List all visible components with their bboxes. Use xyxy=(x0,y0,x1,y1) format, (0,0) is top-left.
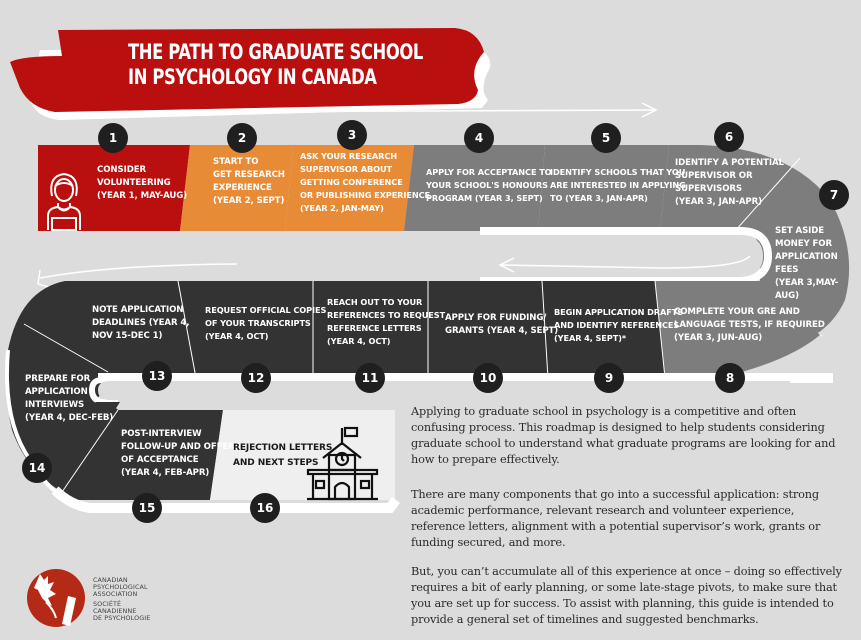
volunteer-person-icon xyxy=(40,170,88,232)
step-15-badge: 15 xyxy=(132,493,162,523)
step-13-badge: 13 xyxy=(142,361,172,391)
step-13-text: NOTE APPLICATION DEADLINES (YEAR 4, NOV 15-DEC 1) xyxy=(92,305,190,341)
step-11-badge: 11 xyxy=(355,363,385,393)
school-building-icon xyxy=(305,425,380,501)
step-7-badge: 7 xyxy=(819,180,849,210)
step-9-text: BEGIN APPLICATION DRAFTS AND IDENTIFY REFERENCES (YEAR 4, SEPT)* xyxy=(554,307,684,343)
step-12-text: REQUEST OFFICIAL COPIES OF YOUR TRANSCRIPTS (YEAR 4, OCT) xyxy=(205,305,327,341)
step-4-text: APPLY FOR ACCEPTANCE TO YOUR SCHOOL'S HONOURS PROGRAM (YEAR 3, SEPT) xyxy=(426,167,552,203)
intro-paragraph: Applying to graduate school in psychology is a competitive and often confusing process. This roadmap is designed to help students considering graduate school to understand what graduate programs are looking for and how to prepare effectively. xyxy=(411,405,836,466)
step-15-text: POST-INTERVIEW FOLLOW-UP AND OFFERS OF ACCEPTANCE (YEAR 4, FEB-APR) xyxy=(121,429,241,478)
logo-text-english: CANADIAN PSYCHOLOGICAL ASSOCIATION xyxy=(93,576,148,598)
step-8-text: COMPLETE YOUR GRE AND LANGUAGE TESTS, IF REQUIRED (YEAR 3, JUN-AUG) xyxy=(674,307,825,343)
components-paragraph: There are many components that go into a successful application: strong academic performance, relevant research and volunteer experience, reference letters, alignment with a potential supervisor’s work, grants or funding secured, and more. xyxy=(411,488,821,549)
step-4-badge: 4 xyxy=(464,123,494,153)
logo-text-french: SOCIÉTÉ CANADIENNE DE PSYCHOLOGIE xyxy=(93,600,151,622)
step-7-text: SET ASIDE MONEY FOR APPLICATION FEES (YEAR 3,MAY-AUG) xyxy=(775,226,839,301)
step-11-text: REACH OUT TO YOUR REFERENCES TO REQUEST REFERENCE LETTERS (YEAR 4, OCT) xyxy=(327,297,446,346)
cpa-logo-icon xyxy=(26,568,86,628)
step-12-badge: 12 xyxy=(241,363,271,393)
step-2-text: START TO GET RESEARCH EXPERIENCE (YEAR 2, SEPT) xyxy=(213,157,285,206)
step-16-badge: 16 xyxy=(250,493,280,523)
title-line-2: IN PSYCHOLOGY IN CANADA xyxy=(128,65,377,89)
step-3-text: ASK YOUR RESEARCH SUPERVISOR ABOUT GETTING CONFERENCE OR PUBLISHING EXPERIENCE (YEAR 2, JAN-MAY) xyxy=(300,151,430,213)
step-1-text: CONSIDER VOLUNTEERING (YEAR 1, MAY-AUG) xyxy=(97,165,188,201)
step-6-text: IDENTIFY A POTENTIAL SUPERVISOR OR SUPERVISORS (YEAR 3, JAN-APR) xyxy=(675,158,784,207)
title-line-1: THE PATH TO GRADUATE SCHOOL xyxy=(128,40,423,64)
step-5-text: IDENTIFY SCHOOLS THAT YOU ARE INTERESTED IN APPLYING TO (YEAR 3, JAN-APR) xyxy=(550,167,686,203)
step-14-text: PREPARE FOR APPLICATION INTERVIEWS (YEAR 4, DEC-FEB) xyxy=(25,374,114,423)
step-10-text: APPLY FOR FUNDING/ GRANTS (YEAR 4, SEPT) xyxy=(445,313,559,336)
planning-paragraph: But, you can’t accumulate all of this experience at once – doing so effectively requires a bit of early planning, or some late-stage pivots, to make sure that you are set up for success. To assist with planning, this guide is intended to provide a general set of timelines and suggested benchmarks. xyxy=(411,565,842,626)
step-5-badge: 5 xyxy=(591,123,621,153)
step-9-badge: 9 xyxy=(594,363,624,393)
step-1-badge: 1 xyxy=(98,123,128,153)
page-title xyxy=(128,40,423,90)
step-14-badge: 14 xyxy=(22,453,52,483)
step-10-badge: 10 xyxy=(473,363,503,393)
step-2-badge: 2 xyxy=(227,123,257,153)
step-8-badge: 8 xyxy=(715,363,745,393)
step-16-text: REJECTION LETTERS AND NEXT STEPS xyxy=(233,443,333,468)
step-3-badge: 3 xyxy=(337,120,367,150)
step-6-badge: 6 xyxy=(714,122,744,152)
